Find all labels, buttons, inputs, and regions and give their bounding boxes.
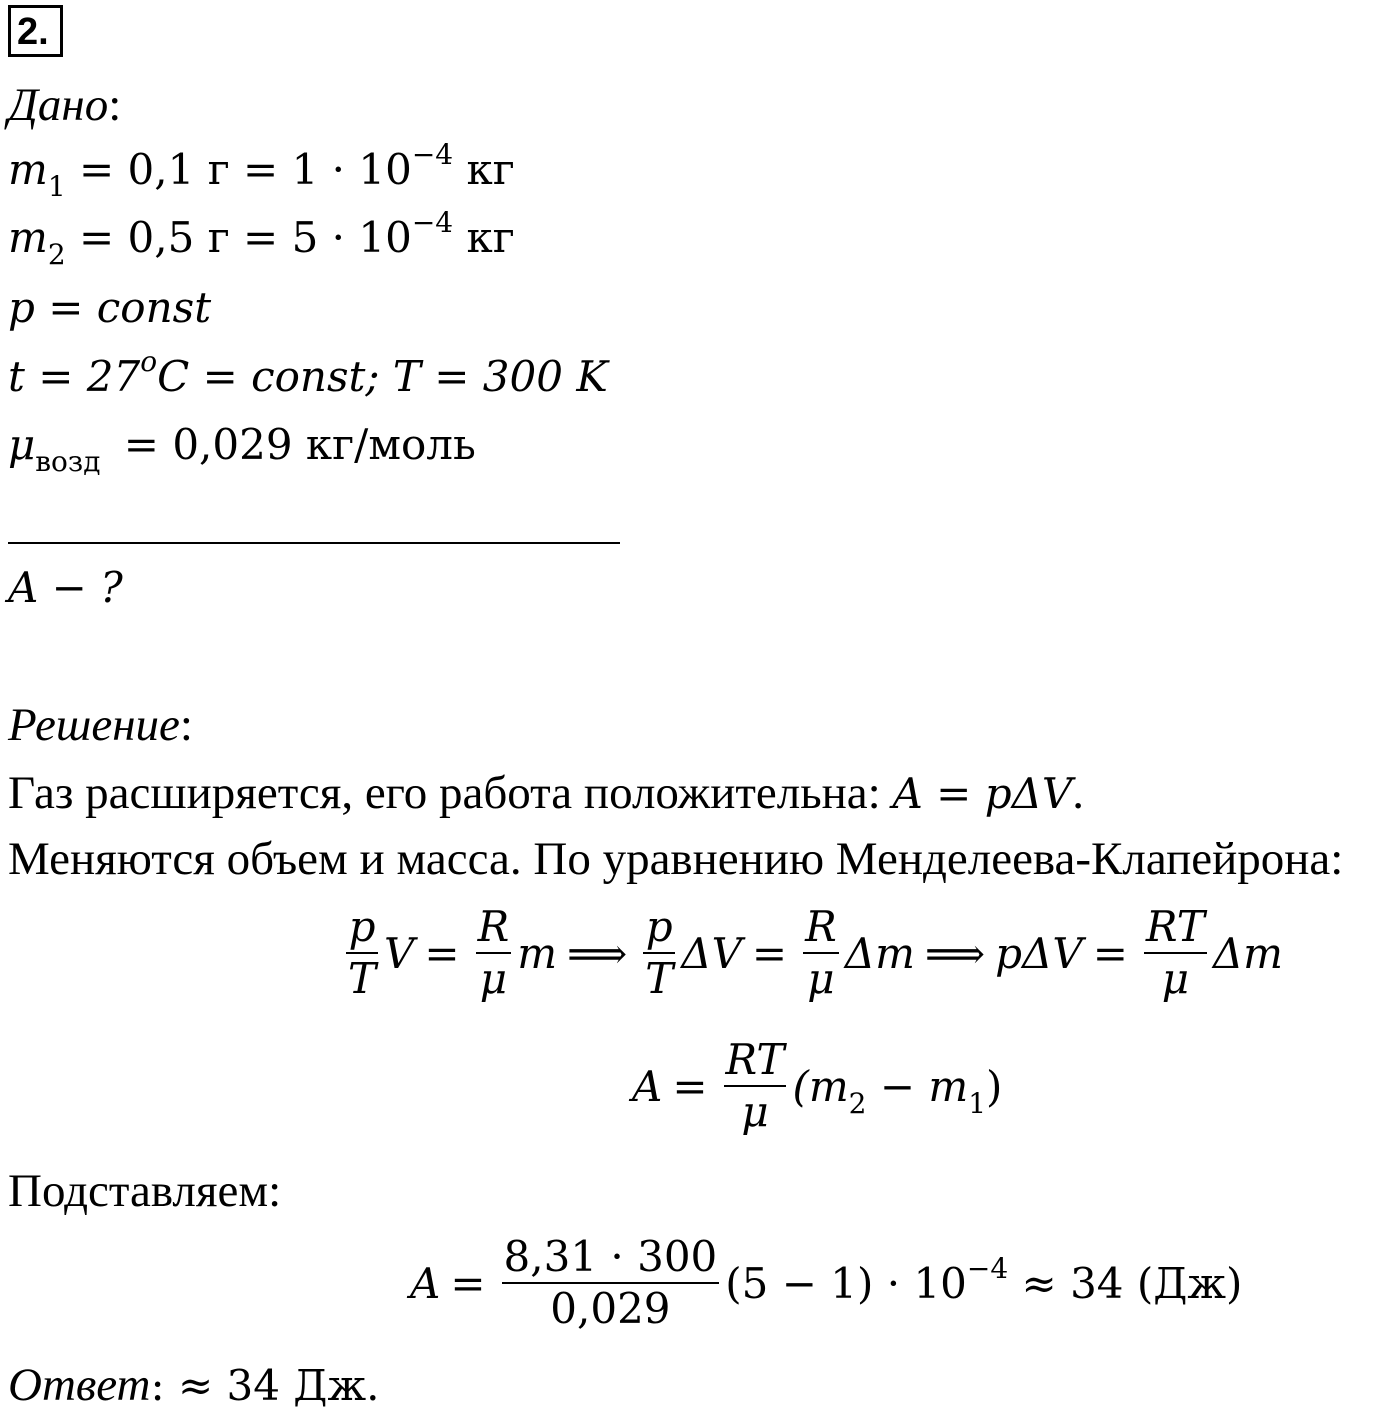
mass-unit: кг	[453, 213, 515, 262]
equals: =	[1092, 928, 1128, 978]
mass-exponent: −4	[411, 138, 454, 171]
term: )	[986, 1061, 1003, 1111]
denominator: 0,029	[550, 1284, 671, 1333]
mass-symbol: m	[8, 213, 48, 262]
answer-value: : ≈ 34 Дж.	[150, 1361, 380, 1410]
mass-symbol: m	[8, 145, 48, 194]
subscript: 1	[968, 1086, 987, 1120]
numerator: p	[645, 902, 673, 951]
fraction	[346, 902, 378, 1004]
given-temperature	[8, 345, 608, 401]
mass-exponent: −4	[411, 206, 454, 239]
given-mass-1	[8, 138, 515, 203]
equation-numeric	[410, 1232, 1242, 1334]
equals: =	[672, 1061, 708, 1111]
exponent: −4	[966, 1251, 1009, 1285]
given-label: Дано	[8, 79, 109, 131]
numerator: RT	[1145, 902, 1205, 951]
numerator: p	[348, 902, 376, 951]
equals: =	[424, 928, 460, 978]
implies: ⟹	[924, 928, 986, 978]
term: ΔV	[681, 928, 742, 978]
numerator: 8,31 · 300	[503, 1232, 718, 1281]
mu-value: = 0,029 кг/моль	[123, 420, 476, 469]
term: V	[384, 928, 415, 978]
equals: =	[450, 1258, 486, 1308]
denominator: μ	[1161, 954, 1189, 1003]
fraction	[803, 902, 839, 1004]
fraction	[724, 1035, 787, 1137]
line-end: .	[1072, 767, 1084, 819]
denominator: μ	[807, 954, 835, 1003]
fraction	[643, 902, 675, 1004]
fraction	[1144, 902, 1207, 1004]
mass-value: = 0,5 г = 5 · 10	[79, 213, 412, 262]
denominator: μ	[479, 954, 508, 1003]
find-unknown: A − ?	[8, 563, 123, 612]
denominator: μ	[741, 1087, 769, 1136]
substitute-label: Подставляем:	[8, 1165, 282, 1217]
given-pressure: p = const	[8, 283, 212, 332]
equals: =	[751, 928, 788, 978]
term: A	[632, 1061, 663, 1111]
denominator: T	[645, 954, 674, 1003]
term: (m	[792, 1061, 849, 1111]
fraction	[502, 1232, 720, 1334]
numerator: R	[805, 902, 837, 951]
term: Δm	[1212, 928, 1283, 978]
given-divider	[8, 542, 620, 544]
mass-unit: кг	[453, 145, 515, 194]
mass-value: = 0,1 г = 1 · 10	[79, 145, 412, 194]
solution-line-2: Меняются объем и масса. По уравнению Менделеева-Клапейрона:	[8, 833, 1344, 885]
work-formula: A = pΔV	[892, 769, 1073, 818]
given-molar-mass	[8, 420, 476, 478]
term: (5 − 1) · 10	[725, 1258, 967, 1308]
denominator: T	[348, 954, 377, 1003]
numerator: R	[477, 902, 510, 951]
temperature-rest: C = const; T = 300 K	[157, 352, 608, 401]
degree-mark: o	[140, 345, 158, 378]
term: A	[410, 1258, 441, 1308]
numerator: RT	[725, 1035, 785, 1084]
given-mass-2	[8, 206, 515, 271]
subscript: 2	[848, 1086, 867, 1120]
line-text: Газ расширяется, его работа положительна:	[8, 767, 893, 819]
solution-label: Решение	[8, 699, 180, 751]
term: Δm	[844, 928, 915, 978]
problem-number: 2.	[8, 5, 63, 57]
result: ≈ 34 (Дж)	[1008, 1258, 1243, 1308]
equation-mendeleev	[340, 902, 1283, 1004]
answer	[8, 1358, 379, 1412]
solution-heading: Решение:	[8, 699, 193, 751]
temperature-value: t = 27	[8, 352, 141, 401]
equation-work	[632, 1035, 1002, 1137]
mass-subscript: 2	[47, 238, 66, 271]
given-heading: Дано:	[8, 79, 122, 131]
answer-label: Ответ	[8, 1359, 151, 1411]
mu-subscript: возд	[35, 445, 101, 478]
numeric-rest	[725, 1251, 1243, 1308]
term: m	[517, 928, 558, 978]
implies: ⟹	[567, 928, 628, 978]
term: − m	[866, 1061, 969, 1111]
mass-subscript: 1	[47, 170, 66, 203]
term: pΔV	[995, 928, 1083, 978]
mass-difference	[792, 1061, 1003, 1120]
solution-line-1	[8, 766, 1084, 820]
mu-symbol: μ	[8, 420, 36, 469]
fraction	[476, 902, 512, 1004]
